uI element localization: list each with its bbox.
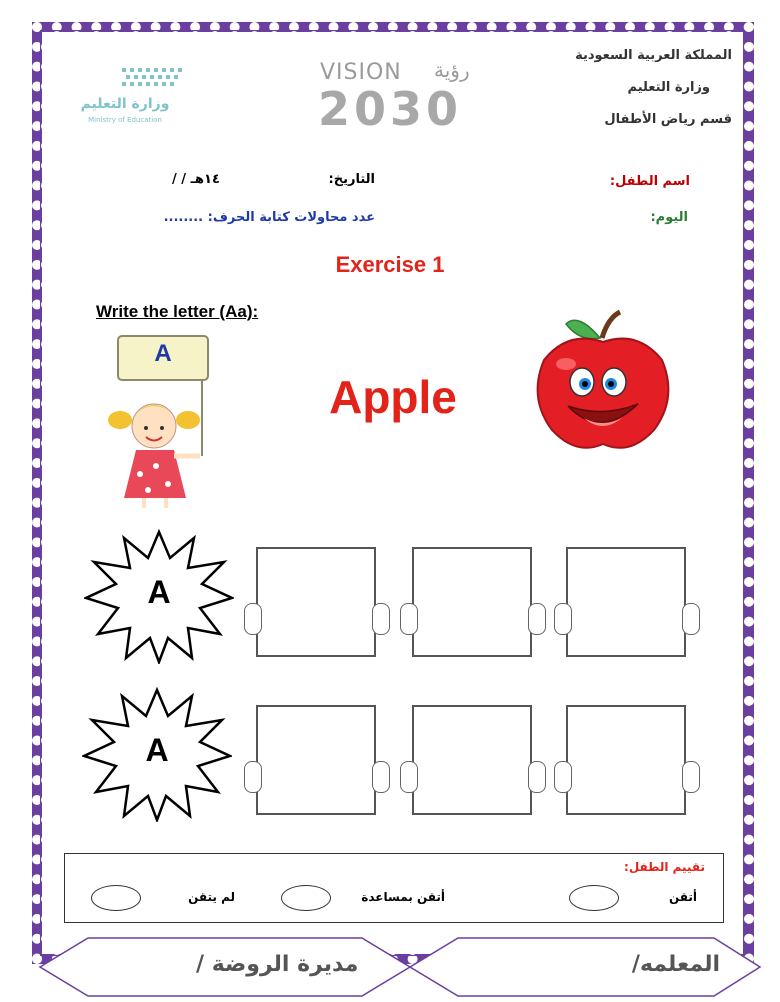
vision-logo-ar: رؤية (434, 58, 470, 82)
child-name-label: اسم الطفل: (609, 174, 690, 189)
evaluation-label: تقييم الطفل: (624, 860, 705, 874)
hand-icon (682, 761, 700, 793)
writing-box-frame (412, 705, 532, 815)
moe-logo (70, 62, 190, 132)
hand-icon (528, 761, 546, 793)
moe-logo-text: وزارة التعليم (80, 96, 170, 112)
sign-letter: A (154, 340, 172, 367)
attempts-label: عدد محاولات كتابة الحرف: ........ (163, 210, 375, 225)
writing-box[interactable] (242, 545, 392, 660)
writing-box[interactable] (398, 703, 548, 818)
star-burst-1 (84, 528, 234, 664)
writing-box[interactable] (552, 703, 702, 818)
apple-illustration (528, 308, 678, 456)
option-label-not-mastered: لم يتقن (188, 890, 235, 904)
instruction-text: Write the letter (Aa): (96, 302, 259, 321)
vision-logo-year: 2030 (318, 82, 463, 136)
day-label: اليوم: (650, 210, 688, 225)
teacher-label: المعلمه/ (631, 952, 720, 977)
star-letter-1: A (147, 574, 171, 610)
star-letter-2: A (145, 732, 169, 768)
writing-box-frame (566, 547, 686, 657)
date-label: التاريخ: (328, 172, 375, 187)
option-oval-not-mastered[interactable] (91, 885, 141, 911)
vision-logo-text: VISION (320, 60, 402, 85)
hand-icon (244, 761, 262, 793)
option-label-with-help: أتقن بمساعدة (361, 890, 445, 904)
vision-2030-logo (316, 58, 506, 136)
writing-box[interactable] (552, 545, 702, 660)
date-value: / / ١٤هـ (172, 172, 220, 187)
writing-box[interactable] (242, 703, 392, 818)
writing-box[interactable] (398, 545, 548, 660)
department-text: قسم رياض الأطفال (604, 112, 732, 127)
hand-icon (528, 603, 546, 635)
star-burst-2 (82, 686, 232, 822)
evaluation-box (64, 853, 724, 923)
hand-icon (372, 761, 390, 793)
kingdom-text: المملكة العربية السعودية (575, 48, 732, 63)
writing-box-frame (412, 547, 532, 657)
hand-icon (372, 603, 390, 635)
hand-icon (244, 603, 262, 635)
hand-icon (682, 603, 700, 635)
option-oval-with-help[interactable] (281, 885, 331, 911)
option-label-mastered: أتقن (668, 890, 697, 904)
writing-box-frame (566, 705, 686, 815)
girl-holding-sign-illustration (104, 334, 216, 510)
hand-icon (400, 603, 418, 635)
hand-icon (554, 603, 572, 635)
option-oval-mastered[interactable] (569, 885, 619, 911)
writing-box-frame (256, 547, 376, 657)
hand-icon (554, 761, 572, 793)
hand-icon (400, 761, 418, 793)
principal-label: مديرة الروضة / (196, 952, 359, 977)
exercise-title: Exercise 1 (335, 252, 445, 277)
writing-box-frame (256, 705, 376, 815)
moe-logo-en: Ministry of Education (88, 116, 162, 124)
ministry-text: وزارة التعليم (627, 80, 710, 95)
apple-word: Apple (329, 371, 457, 423)
